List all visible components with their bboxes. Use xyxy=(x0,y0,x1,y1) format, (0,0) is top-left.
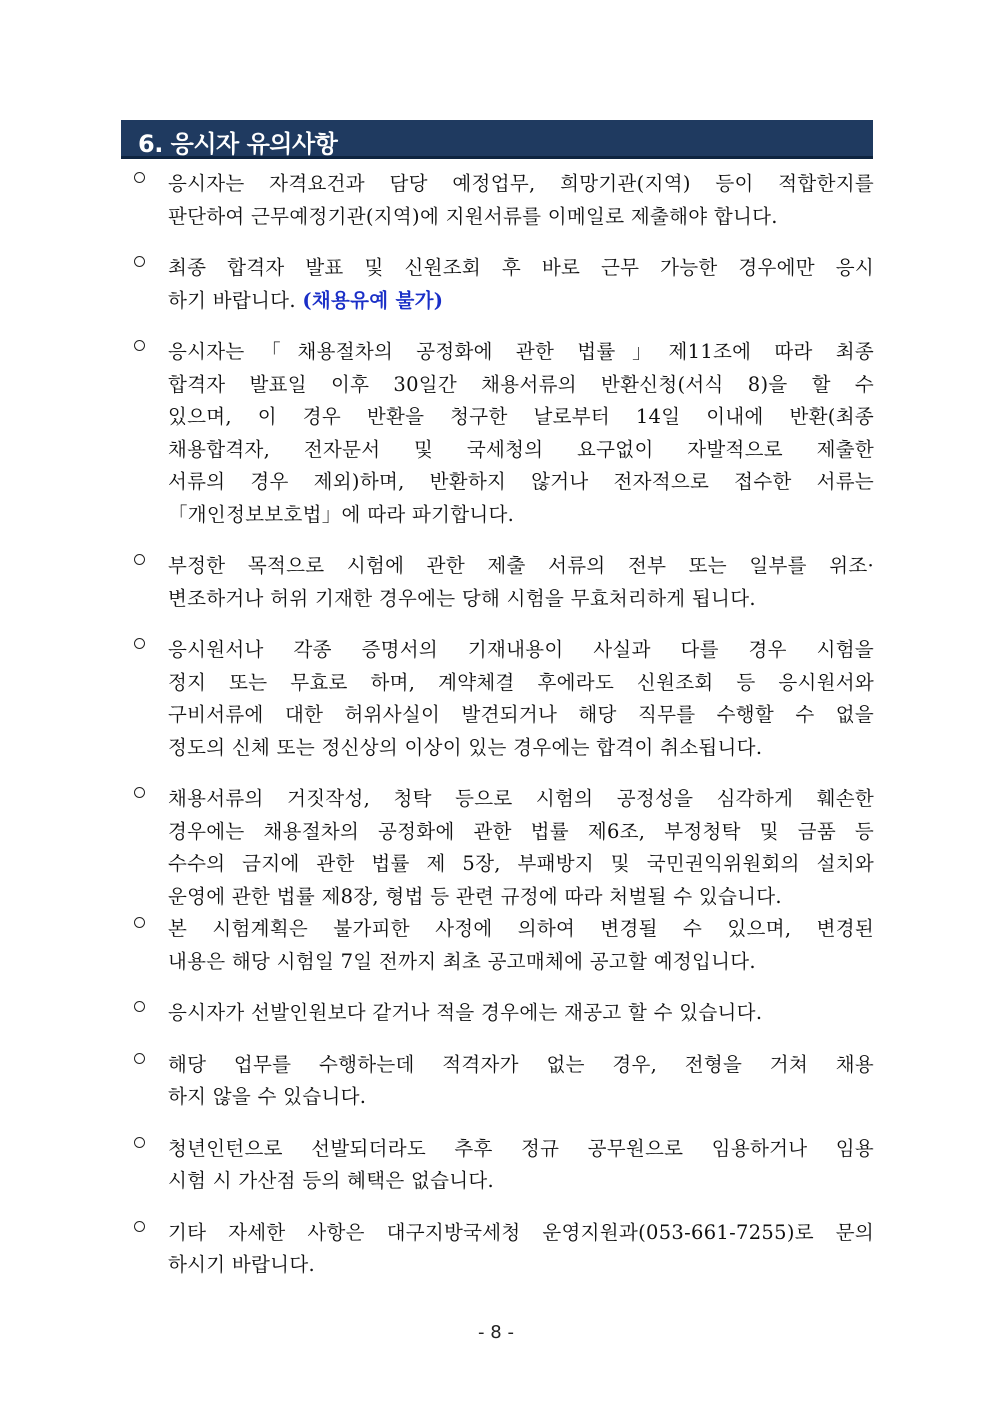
notice-line: 응시자가 선발인원보다 같거나 적을 경우에는 재공고 할 수 있습니다. xyxy=(168,1001,763,1024)
notice-line: 해당 업무를 수행하는데 적격자가 없는 경우, 전형을 거쳐 채용 xyxy=(168,1052,874,1076)
notice-line: 경우에는 채용절차의 공정화에 관한 법률 제6조, 부정청탁 및 금품 등 xyxy=(168,819,874,843)
notice-line: 있으며, 이 경우 반환을 청구한 날로부터 14일 이내에 반환(최종 xyxy=(168,405,874,428)
page-number: - 8 - xyxy=(478,1322,514,1343)
bullet-circle-icon xyxy=(134,638,145,649)
notice-line: 응시원서나 각종 증명서의 기재내용이 사실과 다를 경우 시험을 xyxy=(168,638,874,661)
notice-line: 「개인정보보호법」에 따라 파기합니다. xyxy=(168,502,515,526)
notice-line: 응시자는「채용절차의 공정화에 관한 법률」제11조에 따라 최종 xyxy=(168,340,874,363)
notice-item-9 xyxy=(134,1049,874,1114)
notice-line: 구비서류에 대한 허위사실이 발견되거나 해당 직무를 수행할 수 없을 xyxy=(168,703,874,726)
no-deferral-emphasis: (채용유예 불가) xyxy=(302,288,444,312)
notice-line: 정지 또는 무효로 하며, 계약체결 후에라도 신원조회 등 응시원서와 xyxy=(168,670,874,694)
notice-line: 정도의 신체 또는 정신상의 이상이 있는 경우에는 합격이 취소됩니다. xyxy=(168,735,763,759)
notice-item-2 xyxy=(134,252,874,317)
notice-line: 최종 합격자 발표 및 신원조회 후 바로 근무 가능한 경우에만 응시 xyxy=(168,256,874,279)
bullet-circle-icon xyxy=(134,554,145,565)
notice-item-4 xyxy=(134,550,874,615)
notice-line-with-emphasis xyxy=(168,285,874,318)
notice-line: 판단하여 근무예정기관(지역)에 지원서류를 이메일로 제출해야 합니다. xyxy=(168,204,778,228)
bullet-circle-icon xyxy=(134,172,145,183)
notice-line: 채용서류의 거짓작성, 청탁 등으로 시험의 공정성을 심각하게 훼손한 xyxy=(168,787,874,810)
notice-item-6 xyxy=(134,783,874,913)
notice-line: 부정한 목적으로 시험에 관한 제출 서류의 전부 또는 일부를 위조· xyxy=(168,554,874,577)
notice-item-11 xyxy=(134,1217,874,1282)
notice-line: 시험 시 가산점 등의 혜택은 없습니다. xyxy=(168,1169,495,1192)
notice-line-text: 하기 바랍니다. xyxy=(168,288,296,312)
notice-line: 청년인턴으로 선발되더라도 추후 정규 공무원으로 임용하거나 임용 xyxy=(168,1136,874,1160)
notice-line: 수수의 금지에 관한 법률 제 5장, 부패방지 및 국민권익위원회의 설치와 xyxy=(168,852,874,875)
notice-line: 서류의 경우 제외)하며, 반환하지 않거나 전자적으로 접수한 서류는 xyxy=(168,470,874,493)
notice-item-1 xyxy=(134,168,874,233)
notice-line: 하시기 바랍니다. xyxy=(168,1253,315,1276)
bullet-circle-icon xyxy=(134,1001,145,1012)
notice-line: 기타 자세한 사항은 대구지방국세청 운영지원과(053-661-7255)로 문의 xyxy=(168,1220,874,1244)
notice-item-7 xyxy=(134,913,874,978)
notice-item-10 xyxy=(134,1133,874,1198)
notice-line: 내용은 해당 시험일 7일 전까지 최초 공고매체에 공고할 예정입니다. xyxy=(168,949,756,973)
bullet-circle-icon xyxy=(134,1053,145,1064)
bullet-circle-icon xyxy=(134,256,145,267)
notice-line: 본 시험계획은 불가피한 사정에 의하여 변경될 수 있으며, 변경된 xyxy=(168,917,874,940)
notice-line: 채용합격자, 전자문서 및 국세청의 요구없이 자발적으로 제출한 xyxy=(168,437,874,461)
bullet-circle-icon xyxy=(134,340,145,351)
bullet-circle-icon xyxy=(134,1221,145,1232)
notice-line: 하지 않을 수 있습니다. xyxy=(168,1085,367,1108)
notice-line: 변조하거나 허위 기재한 경우에는 당해 시험을 무효처리하게 됩니다. xyxy=(168,586,756,610)
bullet-circle-icon xyxy=(134,787,145,798)
notice-line: 운영에 관한 법률 제8장, 형법 등 관련 규정에 따라 처벌될 수 있습니다. xyxy=(168,884,782,908)
bullet-circle-icon xyxy=(134,1137,145,1148)
notice-list xyxy=(134,168,874,1301)
notice-line: 합격자 발표일 이후 30일간 채용서류의 반환신청(서식 8)을 할 수 xyxy=(168,372,874,396)
bullet-circle-icon xyxy=(134,917,145,928)
notice-item-8 xyxy=(134,997,874,1030)
notice-item-5 xyxy=(134,634,874,764)
section-title: 6. 응시자 유의사항 xyxy=(138,130,338,158)
notice-item-3 xyxy=(134,336,874,531)
notice-line: 응시자는 자격요건과 담당 예정업무, 희망기관(지역) 등이 적합한지를 xyxy=(168,172,874,195)
section-header xyxy=(121,120,873,159)
